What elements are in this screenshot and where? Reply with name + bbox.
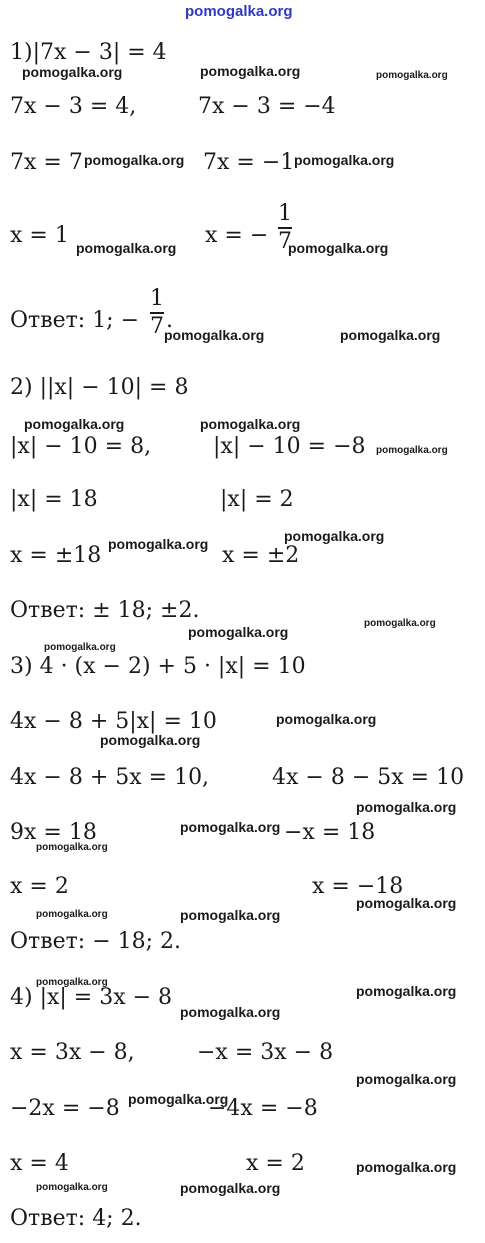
- p4-case-b3: x = 2: [246, 1151, 305, 1176]
- watermark: pomogalka.org: [376, 445, 448, 456]
- p1-answer-fraction: [150, 288, 164, 338]
- watermark: pomogalka.org: [84, 152, 185, 168]
- watermark: pomogalka.org: [376, 70, 448, 81]
- p1-statement: 1)|7x − 3| = 4: [10, 40, 167, 65]
- watermark: pomogalka.org: [356, 1159, 457, 1175]
- p2-case-b1: |x| − 10 = −8: [213, 434, 366, 459]
- p1-case-b2: 7x = −1: [203, 150, 295, 175]
- watermark: pomogalka.org: [288, 240, 389, 256]
- p4-answer: Ответ: 4; 2.: [10, 1206, 142, 1231]
- watermark: pomogalka.org: [364, 618, 436, 629]
- p3-case-b1: 4x − 8 − 5x = 10: [272, 765, 465, 790]
- watermark: pomogalka.org: [128, 1091, 229, 1107]
- watermark: pomogalka.org: [294, 152, 395, 168]
- watermark: pomogalka.org: [200, 63, 301, 79]
- watermark: pomogalka.org: [36, 909, 108, 920]
- p3-case-a3: x = 2: [10, 874, 69, 899]
- watermark: pomogalka.org: [180, 1180, 281, 1196]
- watermark: pomogalka.org: [36, 1182, 108, 1193]
- watermark: pomogalka.org: [108, 536, 209, 552]
- fraction-numerator: 1: [150, 286, 164, 311]
- fraction-denominator: 7: [278, 228, 292, 254]
- p1-answer-prefix: Ответ: 1; −: [10, 308, 140, 333]
- p1-case-a2: 7x = 7: [10, 150, 83, 175]
- p3-statement: 3) 4 · (x − 2) + 5 · |x| = 10: [10, 654, 306, 679]
- watermark: pomogalka.org: [24, 416, 125, 432]
- p2-answer: Ответ: ± 18; ±2.: [10, 598, 200, 623]
- watermark: pomogalka.org: [100, 732, 201, 748]
- watermark: pomogalka.org: [356, 799, 457, 815]
- p4-case-a1: x = 3x − 8,: [10, 1040, 135, 1065]
- watermark: pomogalka.org: [180, 1004, 281, 1020]
- watermark: pomogalka.org: [44, 642, 116, 653]
- p4-case-a2: −2x = −8: [10, 1096, 120, 1121]
- p1-case-a3: x = 1: [10, 223, 69, 248]
- p1-answer-suffix: .: [166, 308, 173, 333]
- fraction-numerator: 1: [278, 201, 292, 226]
- p1-case-b3-prefix: x = −: [205, 223, 269, 248]
- watermark: pomogalka.org: [164, 327, 265, 343]
- watermark: pomogalka.org: [180, 819, 281, 835]
- p4-case-a3: x = 4: [10, 1151, 69, 1176]
- watermark: pomogalka.org: [200, 416, 301, 432]
- p1-case-b1: 7x − 3 = −4: [198, 94, 336, 119]
- p2-statement: 2) ||x| − 10| = 8: [10, 375, 189, 400]
- site-header: pomogalka.org: [185, 3, 293, 20]
- p3-answer: Ответ: − 18; 2.: [10, 929, 182, 954]
- watermark: pomogalka.org: [76, 240, 177, 256]
- p3-line1: 4x − 8 + 5|x| = 10: [10, 709, 217, 734]
- p2-case-a1: |x| − 10 = 8,: [10, 434, 152, 459]
- p2-case-a2: |x| = 18: [10, 487, 98, 512]
- p3-case-a2: 9x = 18: [10, 820, 97, 845]
- watermark: pomogalka.org: [180, 907, 281, 923]
- p3-case-b2: −x = 18: [284, 820, 376, 845]
- watermark: pomogalka.org: [356, 895, 457, 911]
- watermark: pomogalka.org: [188, 624, 289, 640]
- p4-case-b1: −x = 3x − 8: [197, 1040, 334, 1065]
- watermark: pomogalka.org: [340, 327, 441, 343]
- watermark: pomogalka.org: [36, 842, 108, 853]
- p4-case-b2: −4x = −8: [208, 1096, 318, 1121]
- watermark: pomogalka.org: [22, 64, 123, 80]
- watermark: pomogalka.org: [356, 983, 457, 999]
- p3-case-a1: 4x − 8 + 5x = 10,: [10, 765, 210, 790]
- fraction-denominator: 7: [150, 313, 164, 339]
- watermark: pomogalka.org: [36, 977, 108, 988]
- p4-statement: 4) |x| = 3x − 8: [10, 985, 173, 1010]
- watermark: pomogalka.org: [356, 1071, 457, 1087]
- watermark: pomogalka.org: [276, 711, 377, 727]
- p2-case-b2: |x| = 2: [220, 487, 294, 512]
- p1-case-a1: 7x − 3 = 4,: [10, 94, 137, 119]
- watermark: pomogalka.org: [284, 528, 385, 544]
- p2-case-b3: x = ±2: [222, 543, 300, 568]
- p3-case-b3: x = −18: [312, 874, 404, 899]
- p2-case-a3: x = ±18: [10, 543, 102, 568]
